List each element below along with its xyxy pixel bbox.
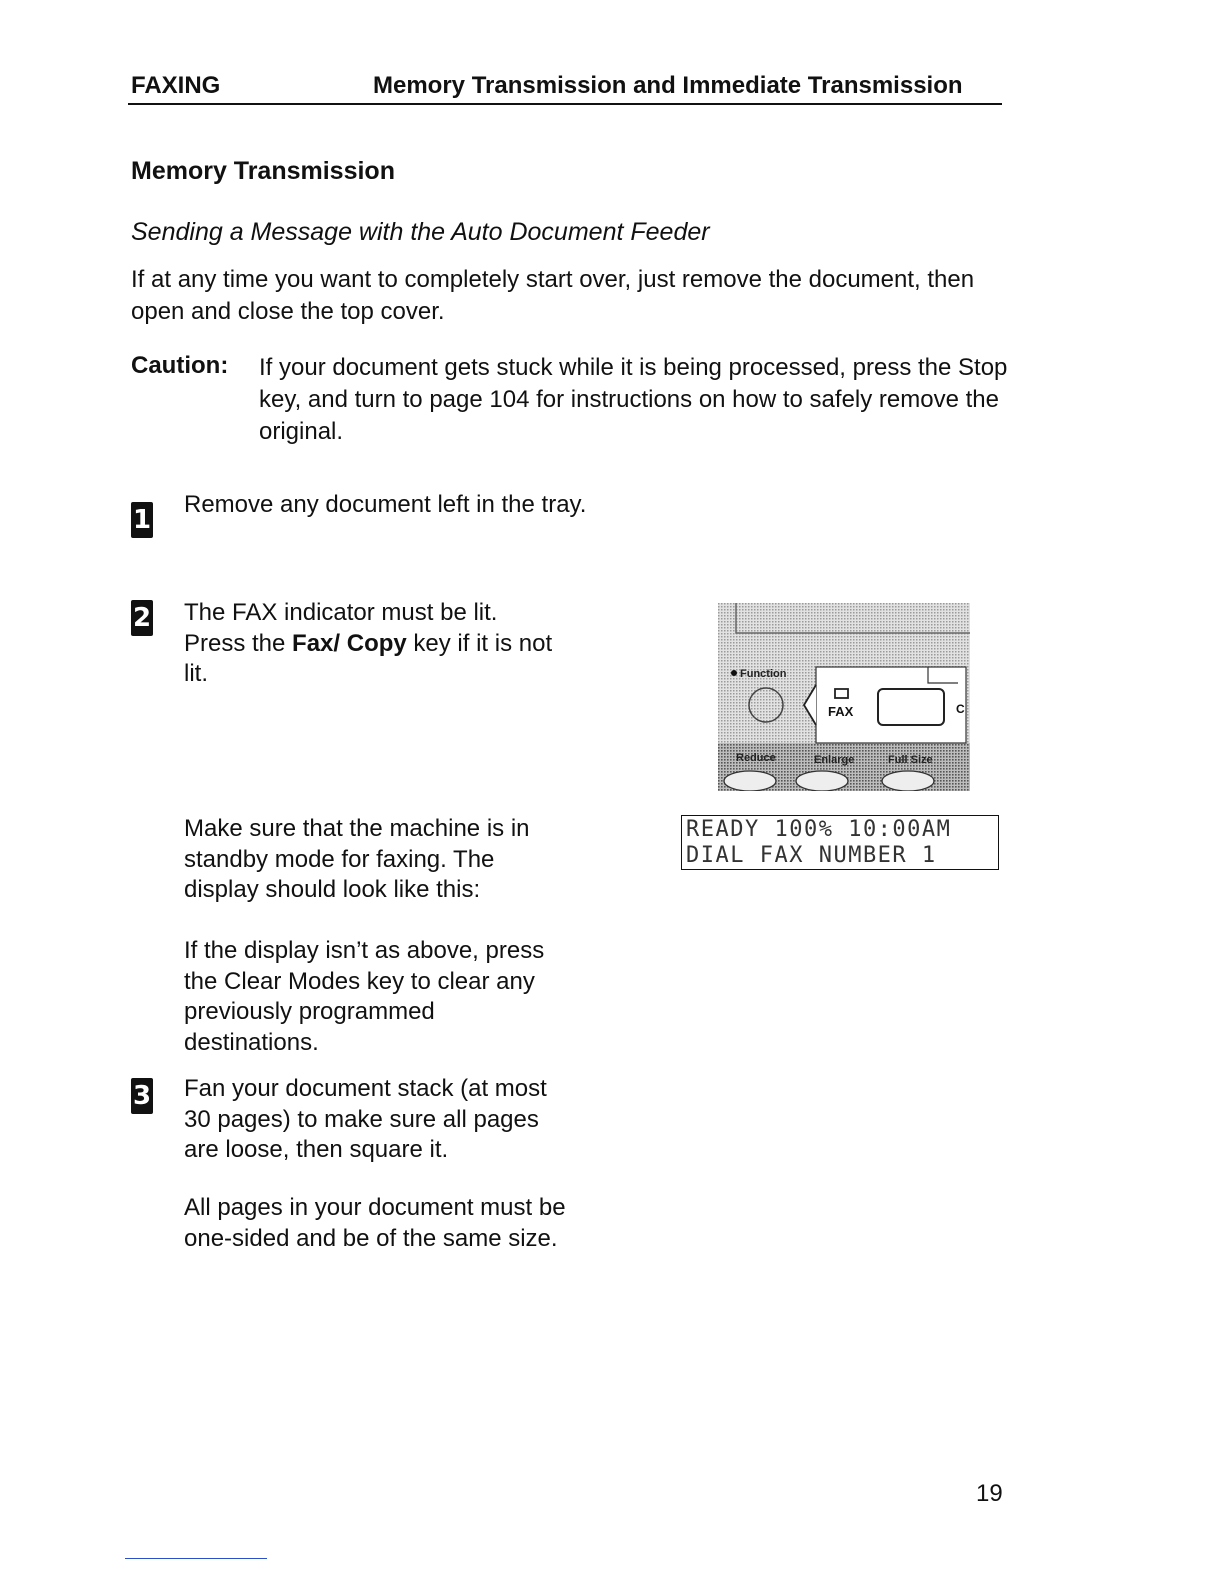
header-section-label: FAXING [131, 72, 221, 99]
lcd-line-2: DIAL FAX NUMBER 1 [686, 843, 937, 868]
step-number-1: 1 [131, 502, 153, 538]
fax-copy-key [878, 689, 944, 725]
step-number-3: 3 [131, 1078, 153, 1114]
header-chapter-title: Memory Transmission and Immediate Transmission [373, 72, 963, 99]
fax-copy-key-label: Fax/ Copy [292, 629, 407, 657]
subtitle: Sending a Message with the Auto Document Feeder [131, 218, 710, 246]
step-2-line1: The FAX indicator must be lit. [184, 599, 498, 626]
intro-paragraph: If at any time you want to completely start over, just remove the document, then open and close the top cover. [131, 266, 975, 325]
section-title: Memory Transmission [131, 157, 395, 185]
step-2-line2-pre: Press the [184, 629, 293, 657]
full-size-key [882, 771, 934, 791]
lcd-line-1: READY 100% 10:00AM [686, 817, 952, 842]
clear-key-label: C [956, 702, 965, 716]
caution-label: Caution: [131, 352, 229, 379]
full-size-label: Full Size [888, 754, 933, 766]
enlarge-key [796, 771, 848, 791]
reduce-label: Reduce [736, 752, 776, 764]
step-2-clear-modes-text: If the display isn’t as above, press the Clear Modes key to clear any previously programmed destinations. [184, 937, 545, 1056]
fax-indicator-label: FAX [828, 704, 854, 719]
lcd-display [681, 815, 999, 870]
page-number: 19 [976, 1480, 1003, 1507]
enlarge-label: Enlarge [814, 754, 855, 766]
step-3-text: Fan your document stack (at most 30 pages) to make sure all pages are loose, then square it. [184, 1075, 547, 1163]
reduce-key [724, 771, 776, 791]
control-panel-illustration [718, 603, 970, 791]
step-2-standby-text: Make sure that the machine is in standby mode for faxing. The display should look like this: [184, 815, 530, 903]
step-2-line2-post: key if it is not lit. [184, 629, 553, 687]
step-number-2: 2 [131, 600, 153, 636]
step-1-text: Remove any document left in the tray. [184, 491, 587, 518]
step-3-note: All pages in your document must be one-sided and be of the same size. [184, 1194, 566, 1252]
function-label: Function [740, 668, 787, 680]
step-2-instruction [184, 598, 574, 690]
caution-text: If your document gets stuck while it is being processed, press the Stop key, and turn to page 104 for instructions on how to safely remove the original. [259, 354, 1008, 445]
header-rule [128, 103, 1002, 105]
footer-rule [125, 1558, 267, 1559]
